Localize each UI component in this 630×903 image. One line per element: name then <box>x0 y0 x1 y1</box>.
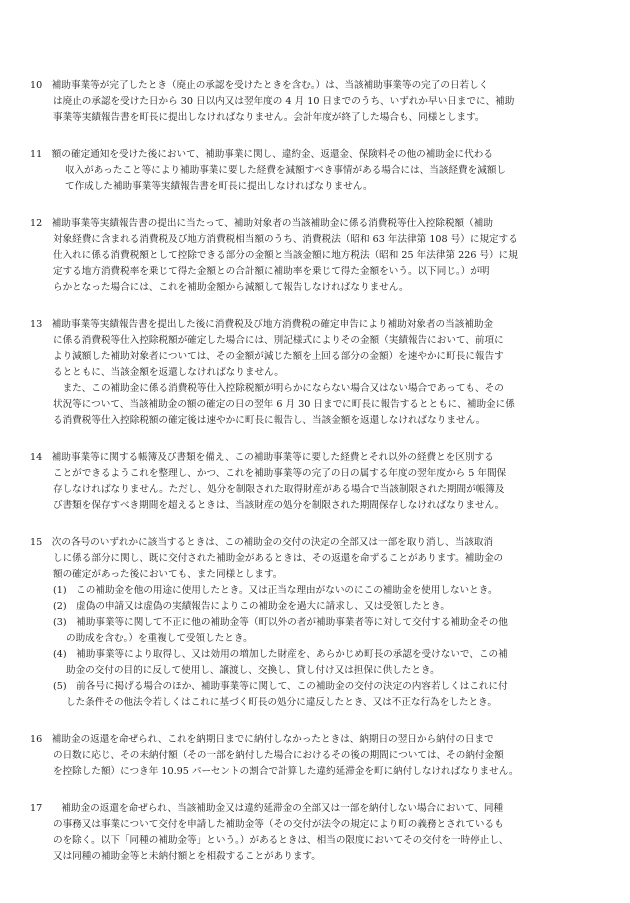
clause-line: 収入があったこと等により補助事業に要した経費を減額すべき事情がある場合には、当該経費を減額し <box>65 165 507 176</box>
clause-line: に係る消費税等仕入控除税額が確定した場合には、別記様式によりその金額（実績報告において、前項に <box>53 335 504 346</box>
sub-item-line: の助成を含む。）を重複して受領したとき。 <box>66 633 253 644</box>
clause-10 <box>30 78 610 126</box>
clause-line: は廃止の承認を受けた日から 30 日以内又は翌年度の 4 月 10 日までのうち、いずれか早い日までに、補助 <box>53 96 515 107</box>
clause-line: 12 補助事業等実績報告書の提出に当たって、補助対象者の当該補助金に係る消費税等仕入控除税額（補助 <box>30 218 493 229</box>
clause-line: を控除した額）につき年 10.95 パーセントの割合で計算した違約延滞金を町に納付しなければなりません。 <box>53 766 519 777</box>
clause-line: 10 補助事業等が完了したとき（廃止の承認を受けたときを含む。）は、当該補助事業等の完了の日若しく <box>30 80 489 91</box>
clause-line: 13 補助事業等実績報告書を提出した後に消費税及び地方消費税の確定申告により補助対象者の当該補助金 <box>30 319 494 330</box>
clause-line: る消費税等仕入控除税額の確定後は速やかに町長に報告し、当該金額を返還しなければなりません。 <box>53 415 486 426</box>
clause-line: 15 次の各号のいずれかに該当するときは、この補助金の交付の決定の全部又は一部を取り消し、当該取消 <box>30 537 494 548</box>
clause-line: の事務又は事業について交付を申請した補助金等（その交付が法令の規定により町の義務とされているも <box>53 819 504 830</box>
sub-item-line: (3) 補助事業等に関して不正に他の補助金等（町以外の者が補助事業者等に対して交付する補助金その他 <box>53 617 508 628</box>
clause-15 <box>30 535 610 711</box>
sub-item-3 <box>30 615 610 647</box>
sub-item-line: (1) この補助金を他の用途に使用したとき。又は正当な理由がないのにこの補助金を使用しないとき。 <box>53 585 498 596</box>
sub-item-line: (4) 補助事業等により取得し、又は効用の増加した財産を、あらかじめ町長の承認を受けないで、この補 <box>53 649 508 660</box>
clause-17 <box>30 801 610 865</box>
clause-line: 又は同種の補助金等と未納付額とを相殺することがあります。 <box>53 851 321 862</box>
clause-line: 仕入れに係る消費税額として控除できる部分の金額と当該金額に地方税法（昭和 25 年法律第 226 号）に規 <box>53 250 518 261</box>
clause-line: るとともに、当該金額を返還しなければなりません。 <box>53 367 284 378</box>
document-body <box>30 78 610 886</box>
clause-line: 16 補助金の返還を命ぜられ、これを納期日までに納付しなかったときは、納期日の翌日から納付の日まで <box>30 734 494 745</box>
clause-13 <box>30 317 610 429</box>
clause-12 <box>30 216 610 296</box>
clause-line: 11 額の確定通知を受けた後において、補助事業に関し、違約金、返還金、保険料その他の補助金に代わる <box>30 149 493 160</box>
sub-item-5 <box>30 679 610 711</box>
clause-line: 対象経費に含まれる消費税及び地方消費税相当額のうち、消費税法（昭和 63 年法律第 108 号）に規定する <box>53 234 518 245</box>
clause-line: 存しなければなりません。ただし、処分を制限された取得財産がある場合で当該制限された期間が帳簿及 <box>53 484 505 495</box>
clause-14 <box>30 450 610 514</box>
sub-item-line: (2) 虚偽の申請又は虚偽の実績報告によりこの補助金を過大に請求し、又は受領したとき。 <box>53 601 450 612</box>
clause-line: 14 補助事業等に関する帳簿及び書類を備え、この補助事業等に要した経費とそれ以外の経費とを区別する <box>30 452 494 463</box>
sub-item-line: した条件その他法令若しくはこれに基づく町長の処分に違反したとき、又は不正な行為をしたとき。 <box>66 697 497 708</box>
clause-line: 状況等について、当該補助金の額の確定の日の翌年 6 月 30 日までに町長に報告するとともに、補助金に係 <box>53 399 515 410</box>
clause-line: また、この補助金に係る消費税等仕入控除税額が明らかにならない場合又はない場合であっても、その <box>53 383 504 394</box>
clause-11 <box>30 147 610 195</box>
clause-16 <box>30 732 610 780</box>
clause-line: 事業等実績報告書を町長に提出しなければなりません。会計年度が終了した場合も、同様とします。 <box>53 112 485 123</box>
sub-item-2 <box>30 599 610 615</box>
clause-line: び書類を保存すべき期間を超えるときは、当該財産の処分を制限された期間保存しなければなりません。 <box>53 500 505 511</box>
clause-line: 額の確定があった後においても、また同様とします。 <box>53 569 283 580</box>
sub-item-line: 助金の交付の目的に反して使用し、譲渡し、交換し、貸し付け又は担保に供したとき。 <box>66 665 440 676</box>
clause-line: て作成した補助事業等実績報告書を町長に提出しなければなりません。 <box>65 181 373 192</box>
sub-item-1 <box>30 583 610 599</box>
clause-line: の日数に応じ、その未納付額（その一部を納付した場合におけるその後の期間については、その納付金額 <box>53 750 504 761</box>
sub-item-4 <box>30 647 610 679</box>
clause-line: より減額した補助対象者については、その金額が減じた額を上回る部分の金額）を速やかに町長に報告す <box>53 351 504 362</box>
clause-line: のを除く。以下「同種の補助金等」という。）があるときは、相当の限度においてその交付を一時停止し、 <box>53 835 509 846</box>
clause-line: ことができるようこれを整理し、かつ、これを補助事業等の完了の日の属する年度の翌年度から 5 年間保 <box>53 468 507 479</box>
clause-line: 定する地方消費税率を乗じて得た金額との合計額に補助率を乗じて得た金額をいう。以下同じ。）が明 <box>53 266 490 277</box>
clause-line: らかとなった場合には、これを補助金額から減額して報告しなければなりません。 <box>53 282 409 293</box>
sub-item-line: (5) 前各号に掲げる場合のほか、補助事業等に関して、この補助金の交付の決定の内容若しくはこれに付 <box>53 681 508 692</box>
clause-line: しに係る部分に関し、既に交付された補助金があるときは、その返還を命ずることがあります。補助金の <box>53 553 504 564</box>
clause-line: 17 補助金の返還を命ぜられ、当該補助金又は違約延滞金の全部又は一部を納付しない場合において、同種 <box>30 803 504 814</box>
